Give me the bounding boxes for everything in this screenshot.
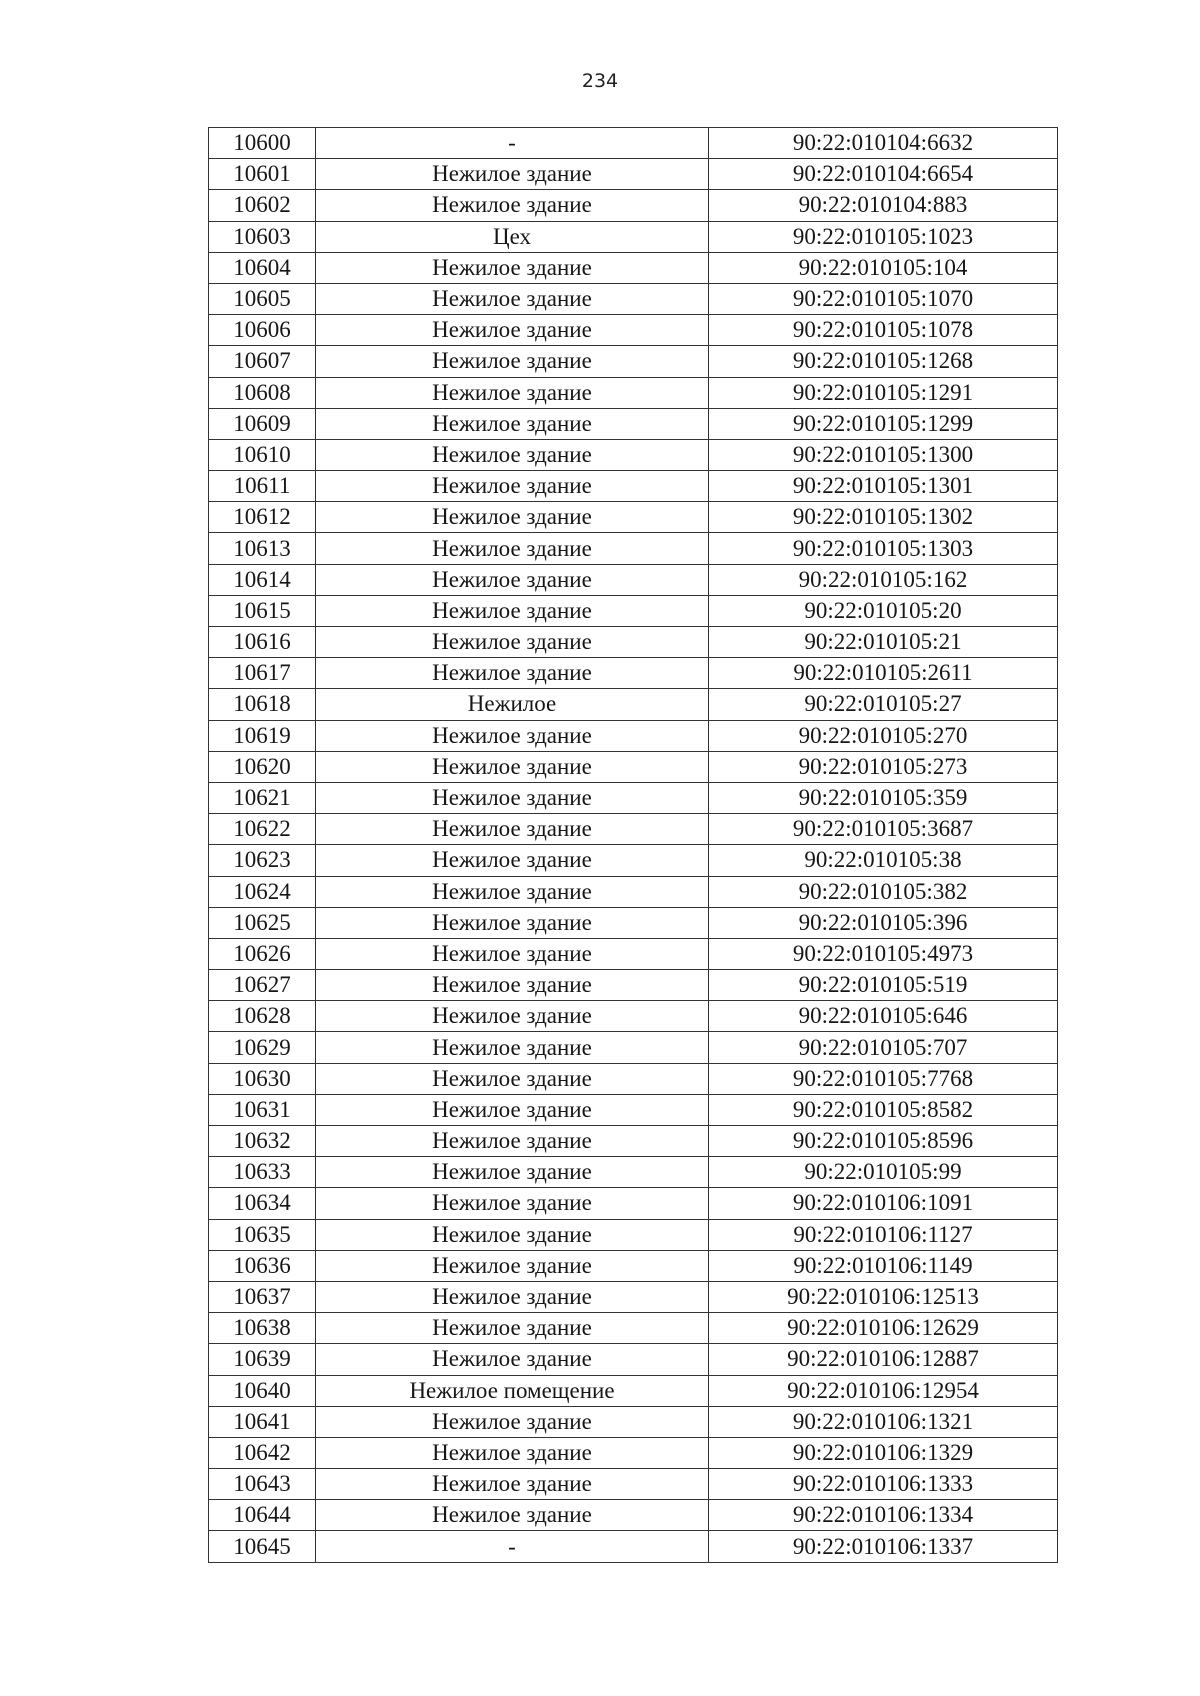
row-number-cell: 10601 xyxy=(209,159,316,190)
object-name-cell: Нежилое здание xyxy=(316,159,709,190)
table-row xyxy=(209,346,1058,377)
row-number-cell: 10610 xyxy=(209,439,316,470)
table-row xyxy=(209,658,1058,689)
table-row xyxy=(209,1032,1058,1063)
row-number-cell: 10644 xyxy=(209,1500,316,1531)
table-row xyxy=(209,1219,1058,1250)
object-name-cell: Нежилое здание xyxy=(316,1313,709,1344)
object-name-cell: Нежилое xyxy=(316,689,709,720)
cadastral-number-cell: 90:22:010105:273 xyxy=(709,751,1058,782)
object-name-cell: Нежилое здание xyxy=(316,1063,709,1094)
cadastral-number-cell: 90:22:010106:1091 xyxy=(709,1188,1058,1219)
row-number-cell: 10605 xyxy=(209,283,316,314)
object-name-cell: Нежилое здание xyxy=(316,720,709,751)
cadastral-number-cell: 90:22:010105:1301 xyxy=(709,471,1058,502)
cadastral-number-cell: 90:22:010105:104 xyxy=(709,252,1058,283)
row-number-cell: 10624 xyxy=(209,876,316,907)
row-number-cell: 10617 xyxy=(209,658,316,689)
object-name-cell: Нежилое здание xyxy=(316,408,709,439)
object-name-cell: Нежилое здание xyxy=(316,1094,709,1125)
object-name-cell: Нежилое здание xyxy=(316,533,709,564)
row-number-cell: 10612 xyxy=(209,502,316,533)
object-name-cell: Нежилое здание xyxy=(316,1032,709,1063)
object-name-cell: Нежилое здание xyxy=(316,814,709,845)
row-number-cell: 10620 xyxy=(209,751,316,782)
table-row xyxy=(209,1001,1058,1032)
table-body xyxy=(209,128,1058,1563)
row-number-cell: 10619 xyxy=(209,720,316,751)
table-row xyxy=(209,377,1058,408)
cadastral-number-cell: 90:22:010104:883 xyxy=(709,190,1058,221)
cadastral-number-cell: 90:22:010105:2611 xyxy=(709,658,1058,689)
table-row xyxy=(209,1531,1058,1562)
row-number-cell: 10602 xyxy=(209,190,316,221)
row-number-cell: 10625 xyxy=(209,907,316,938)
object-name-cell: Нежилое здание xyxy=(316,1500,709,1531)
object-name-cell: Нежилое здание xyxy=(316,1469,709,1500)
table-row xyxy=(209,159,1058,190)
table-row xyxy=(209,1188,1058,1219)
table-row xyxy=(209,564,1058,595)
table-row xyxy=(209,1281,1058,1312)
object-name-cell: Нежилое здание xyxy=(316,1126,709,1157)
row-number-cell: 10632 xyxy=(209,1126,316,1157)
object-name-cell: Нежилое здание xyxy=(316,1344,709,1375)
table-row xyxy=(209,1157,1058,1188)
row-number-cell: 10637 xyxy=(209,1281,316,1312)
object-name-cell: Нежилое здание xyxy=(316,377,709,408)
object-name-cell: Нежилое здание xyxy=(316,938,709,969)
row-number-cell: 10603 xyxy=(209,221,316,252)
table-row xyxy=(209,408,1058,439)
table-row xyxy=(209,814,1058,845)
cadastral-number-cell: 90:22:010105:1023 xyxy=(709,221,1058,252)
object-name-cell: Нежилое помещение xyxy=(316,1375,709,1406)
cadastral-number-cell: 90:22:010105:1302 xyxy=(709,502,1058,533)
cadastral-number-cell: 90:22:010105:4973 xyxy=(709,938,1058,969)
row-number-cell: 10618 xyxy=(209,689,316,720)
cadastral-number-cell: 90:22:010105:1299 xyxy=(709,408,1058,439)
table-row xyxy=(209,221,1058,252)
object-name-cell: Нежилое здание xyxy=(316,1437,709,1468)
cadastral-number-cell: 90:22:010106:12954 xyxy=(709,1375,1058,1406)
cadastral-number-cell: 90:22:010105:1300 xyxy=(709,439,1058,470)
table-row xyxy=(209,751,1058,782)
table-row xyxy=(209,689,1058,720)
object-name-cell: Нежилое здание xyxy=(316,1406,709,1437)
property-registry-table xyxy=(208,127,1058,1563)
row-number-cell: 10639 xyxy=(209,1344,316,1375)
object-name-cell: Нежилое здание xyxy=(316,658,709,689)
table-row xyxy=(209,1500,1058,1531)
table-row xyxy=(209,128,1058,159)
cadastral-number-cell: 90:22:010105:1078 xyxy=(709,315,1058,346)
table-row xyxy=(209,1375,1058,1406)
table-row xyxy=(209,970,1058,1001)
object-name-cell: Нежилое здание xyxy=(316,439,709,470)
table-row xyxy=(209,1406,1058,1437)
cadastral-number-cell: 90:22:010104:6654 xyxy=(709,159,1058,190)
cadastral-number-cell: 90:22:010106:1127 xyxy=(709,1219,1058,1250)
table-row xyxy=(209,1344,1058,1375)
object-name-cell: Нежилое здание xyxy=(316,471,709,502)
object-name-cell: Нежилое здание xyxy=(316,1188,709,1219)
table-row xyxy=(209,1437,1058,1468)
table-row xyxy=(209,502,1058,533)
cadastral-number-cell: 90:22:010106:12887 xyxy=(709,1344,1058,1375)
row-number-cell: 10640 xyxy=(209,1375,316,1406)
object-name-cell: Нежилое здание xyxy=(316,346,709,377)
row-number-cell: 10621 xyxy=(209,782,316,813)
object-name-cell: Цех xyxy=(316,221,709,252)
row-number-cell: 10623 xyxy=(209,845,316,876)
object-name-cell: Нежилое здание xyxy=(316,876,709,907)
table-row xyxy=(209,1469,1058,1500)
object-name-cell: Нежилое здание xyxy=(316,1281,709,1312)
object-name-cell: Нежилое здание xyxy=(316,845,709,876)
row-number-cell: 10609 xyxy=(209,408,316,439)
table-row xyxy=(209,876,1058,907)
cadastral-number-cell: 90:22:010105:3687 xyxy=(709,814,1058,845)
row-number-cell: 10635 xyxy=(209,1219,316,1250)
row-number-cell: 10642 xyxy=(209,1437,316,1468)
cadastral-number-cell: 90:22:010106:1333 xyxy=(709,1469,1058,1500)
row-number-cell: 10641 xyxy=(209,1406,316,1437)
cadastral-number-cell: 90:22:010105:8582 xyxy=(709,1094,1058,1125)
cadastral-number-cell: 90:22:010105:38 xyxy=(709,845,1058,876)
row-number-cell: 10600 xyxy=(209,128,316,159)
row-number-cell: 10626 xyxy=(209,938,316,969)
table-row xyxy=(209,439,1058,470)
cadastral-number-cell: 90:22:010106:1329 xyxy=(709,1437,1058,1468)
cadastral-number-cell: 90:22:010105:99 xyxy=(709,1157,1058,1188)
table-row xyxy=(209,595,1058,626)
row-number-cell: 10604 xyxy=(209,252,316,283)
row-number-cell: 10607 xyxy=(209,346,316,377)
row-number-cell: 10606 xyxy=(209,315,316,346)
cadastral-number-cell: 90:22:010105:1291 xyxy=(709,377,1058,408)
row-number-cell: 10645 xyxy=(209,1531,316,1562)
row-number-cell: 10636 xyxy=(209,1250,316,1281)
row-number-cell: 10628 xyxy=(209,1001,316,1032)
row-number-cell: 10631 xyxy=(209,1094,316,1125)
cadastral-number-cell: 90:22:010105:20 xyxy=(709,595,1058,626)
object-name-cell: Нежилое здание xyxy=(316,1250,709,1281)
cadastral-number-cell: 90:22:010105:382 xyxy=(709,876,1058,907)
table-row xyxy=(209,1094,1058,1125)
object-name-cell: Нежилое здание xyxy=(316,283,709,314)
table-row xyxy=(209,1126,1058,1157)
cadastral-number-cell: 90:22:010106:12629 xyxy=(709,1313,1058,1344)
cadastral-number-cell: 90:22:010105:162 xyxy=(709,564,1058,595)
object-name-cell: - xyxy=(316,128,709,159)
object-name-cell: Нежилое здание xyxy=(316,502,709,533)
cadastral-number-cell: 90:22:010105:519 xyxy=(709,970,1058,1001)
cadastral-number-cell: 90:22:010105:27 xyxy=(709,689,1058,720)
table-row xyxy=(209,252,1058,283)
object-name-cell: - xyxy=(316,1531,709,1562)
cadastral-number-cell: 90:22:010105:396 xyxy=(709,907,1058,938)
cadastral-number-cell: 90:22:010105:646 xyxy=(709,1001,1058,1032)
table-row xyxy=(209,1313,1058,1344)
object-name-cell: Нежилое здание xyxy=(316,751,709,782)
cadastral-number-cell: 90:22:010105:8596 xyxy=(709,1126,1058,1157)
row-number-cell: 10608 xyxy=(209,377,316,408)
table-row xyxy=(209,782,1058,813)
object-name-cell: Нежилое здание xyxy=(316,595,709,626)
cadastral-number-cell: 90:22:010105:270 xyxy=(709,720,1058,751)
row-number-cell: 10643 xyxy=(209,1469,316,1500)
table-row xyxy=(209,315,1058,346)
row-number-cell: 10615 xyxy=(209,595,316,626)
cadastral-number-cell: 90:22:010105:1268 xyxy=(709,346,1058,377)
row-number-cell: 10613 xyxy=(209,533,316,564)
cadastral-number-cell: 90:22:010105:1303 xyxy=(709,533,1058,564)
table-row xyxy=(209,907,1058,938)
row-number-cell: 10638 xyxy=(209,1313,316,1344)
object-name-cell: Нежилое здание xyxy=(316,1001,709,1032)
object-name-cell: Нежилое здание xyxy=(316,1219,709,1250)
table-row xyxy=(209,845,1058,876)
table-row xyxy=(209,190,1058,221)
cadastral-number-cell: 90:22:010106:1337 xyxy=(709,1531,1058,1562)
table-row xyxy=(209,471,1058,502)
page-number: 234 xyxy=(581,70,619,92)
cadastral-number-cell: 90:22:010106:1149 xyxy=(709,1250,1058,1281)
object-name-cell: Нежилое здание xyxy=(316,627,709,658)
cadastral-number-cell: 90:22:010105:707 xyxy=(709,1032,1058,1063)
object-name-cell: Нежилое здание xyxy=(316,315,709,346)
object-name-cell: Нежилое здание xyxy=(316,252,709,283)
row-number-cell: 10629 xyxy=(209,1032,316,1063)
cadastral-number-cell: 90:22:010106:1321 xyxy=(709,1406,1058,1437)
cadastral-number-cell: 90:22:010104:6632 xyxy=(709,128,1058,159)
object-name-cell: Нежилое здание xyxy=(316,970,709,1001)
table-row xyxy=(209,1063,1058,1094)
table-row xyxy=(209,720,1058,751)
row-number-cell: 10630 xyxy=(209,1063,316,1094)
row-number-cell: 10611 xyxy=(209,471,316,502)
row-number-cell: 10634 xyxy=(209,1188,316,1219)
table-row xyxy=(209,1250,1058,1281)
object-name-cell: Нежилое здание xyxy=(316,1157,709,1188)
table-row xyxy=(209,627,1058,658)
table-row xyxy=(209,283,1058,314)
object-name-cell: Нежилое здание xyxy=(316,907,709,938)
row-number-cell: 10633 xyxy=(209,1157,316,1188)
object-name-cell: Нежилое здание xyxy=(316,190,709,221)
cadastral-number-cell: 90:22:010106:12513 xyxy=(709,1281,1058,1312)
row-number-cell: 10627 xyxy=(209,970,316,1001)
cadastral-number-cell: 90:22:010105:21 xyxy=(709,627,1058,658)
row-number-cell: 10616 xyxy=(209,627,316,658)
row-number-cell: 10614 xyxy=(209,564,316,595)
object-name-cell: Нежилое здание xyxy=(316,564,709,595)
cadastral-number-cell: 90:22:010105:1070 xyxy=(709,283,1058,314)
table-row xyxy=(209,533,1058,564)
cadastral-number-cell: 90:22:010105:7768 xyxy=(709,1063,1058,1094)
object-name-cell: Нежилое здание xyxy=(316,782,709,813)
table-row xyxy=(209,938,1058,969)
cadastral-number-cell: 90:22:010106:1334 xyxy=(709,1500,1058,1531)
cadastral-number-cell: 90:22:010105:359 xyxy=(709,782,1058,813)
row-number-cell: 10622 xyxy=(209,814,316,845)
